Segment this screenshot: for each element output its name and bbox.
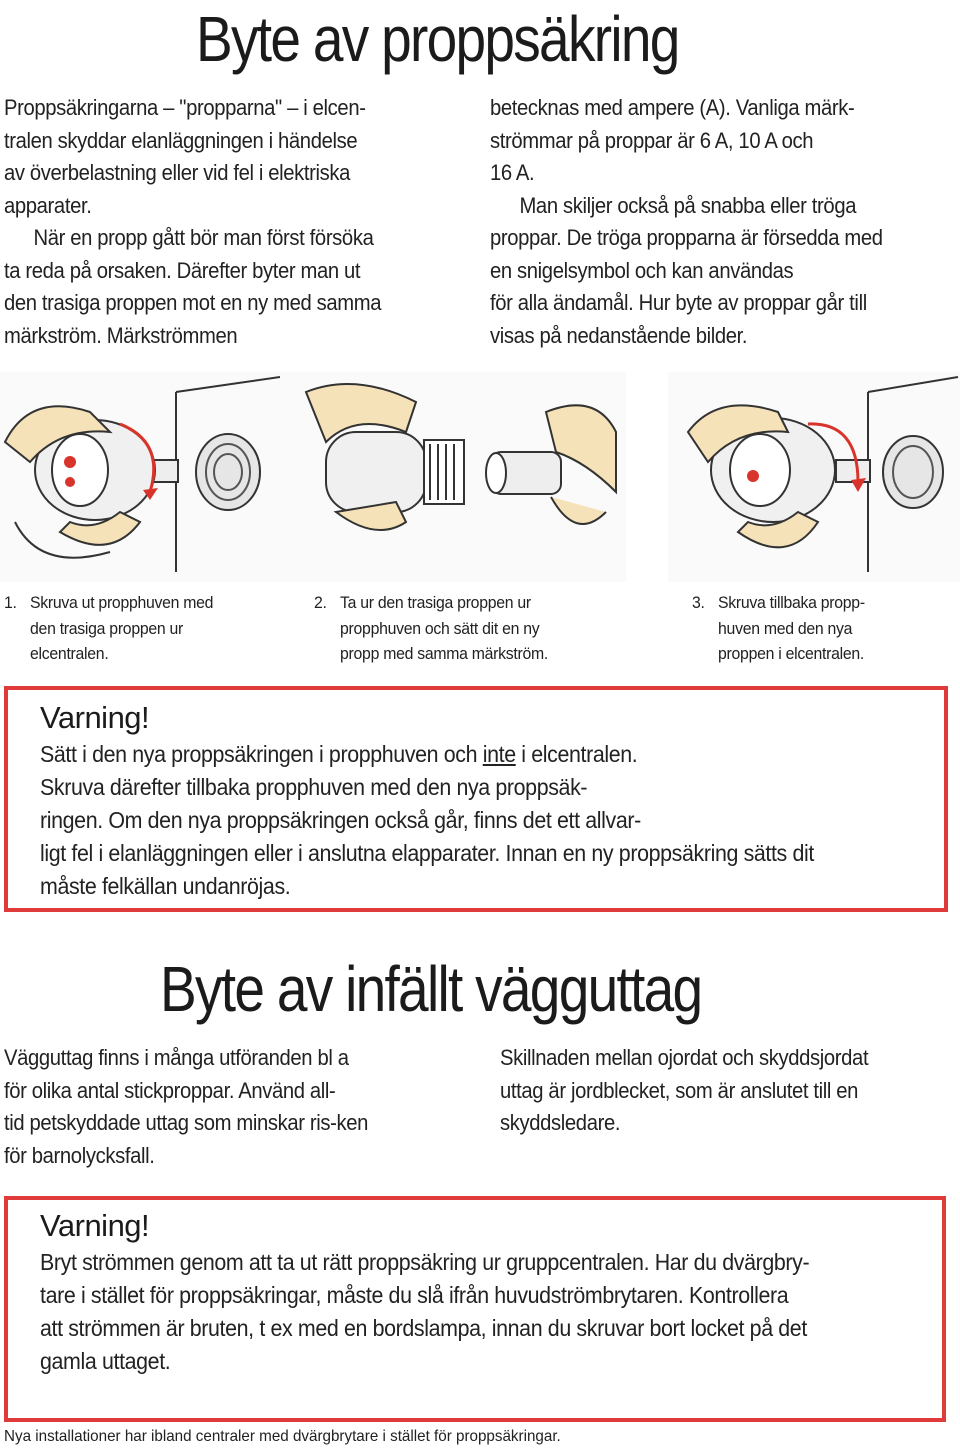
intro-line: Skillnaden mellan ojordat och skyddsjordat bbox=[500, 1045, 869, 1070]
intro-line: proppar. De tröga propparna är försedda med bbox=[490, 225, 883, 250]
intro-left-column bbox=[4, 92, 381, 352]
step-number: 2. bbox=[314, 593, 327, 612]
step-text: propp med samma märkström. bbox=[340, 644, 549, 663]
warning-line: tare i stället för proppsäkringar, måste du slå ifrån huvudströmbrytaren. Kontrollera bbox=[40, 1282, 789, 1308]
intro-line: för olika antal stickproppar. Använd all- bbox=[4, 1077, 336, 1103]
warning-line-end: i elcentralen. bbox=[515, 741, 638, 767]
step-number: 1. bbox=[4, 593, 17, 612]
footer-note: Nya installationer har ibland centraler med dvärgbrytare i stället för proppsäkringar. bbox=[4, 1428, 561, 1445]
intro-right-column bbox=[490, 92, 883, 352]
intro-line: 16 A. bbox=[490, 160, 535, 185]
step-text: den trasiga proppen ur bbox=[30, 618, 183, 638]
intro-line: visas på nedanstående bilder. bbox=[490, 322, 748, 348]
intro-line: betecknas med ampere (A). Vanliga märk- bbox=[490, 95, 855, 120]
section-title: Byte av infällt vägguttag bbox=[160, 953, 702, 1025]
step-text: elcentralen. bbox=[30, 644, 109, 663]
warning-line: att strömmen är bruten, t ex med en bordslampa, innan du skruvar bort locket på det bbox=[40, 1315, 807, 1341]
step-number: 3. bbox=[692, 593, 705, 612]
step-caption-1 bbox=[4, 590, 213, 667]
step-text: propphuven och sätt dit en ny bbox=[340, 618, 540, 638]
warning-line: ringen. Om den nya proppsäkringen också går, finns det ett allvar- bbox=[40, 807, 641, 833]
intro-line: Proppsäkringarna – "propparna" – i elcen- bbox=[4, 95, 366, 120]
outlet-intro-right bbox=[500, 1042, 868, 1140]
warning-text bbox=[40, 1246, 809, 1378]
underlined-word: inte bbox=[482, 741, 516, 767]
step-text: Skruva ut propphuven med bbox=[30, 593, 214, 612]
step1-illustration bbox=[0, 372, 300, 582]
warning-line: ligt fel i elanläggningen eller i anslutna elapparater. Innan en ny proppsäkring sätts dit bbox=[40, 840, 814, 866]
warning-box-fuse bbox=[4, 686, 948, 912]
step3-illustration bbox=[668, 372, 960, 582]
warning-box-outlet bbox=[4, 1196, 946, 1422]
intro-line: av överbelastning eller vid fel i elektriska bbox=[4, 160, 351, 185]
warning-line: Skruva därefter tillbaka propphuven med den nya proppsäk- bbox=[40, 774, 588, 800]
intro-line: en snigelsymbol och kan användas bbox=[490, 257, 794, 283]
intro-line: uttag är jordblecket, som är anslutet till en bbox=[500, 1077, 859, 1103]
warning-title: Varning! bbox=[40, 1208, 150, 1243]
step-text: Ta ur den trasiga proppen ur bbox=[340, 593, 531, 612]
warning-line: Bryt strömmen genom att ta ut rätt proppsäkring ur gruppcentralen. Har du dvärgbry- bbox=[40, 1249, 810, 1275]
warning-text bbox=[40, 738, 814, 903]
warning-title: Varning! bbox=[40, 700, 150, 735]
step-text: Skruva tillbaka propp- bbox=[718, 593, 865, 612]
intro-line: märkström. Märkströmmen bbox=[4, 322, 238, 348]
step-caption-3 bbox=[692, 590, 865, 667]
intro-line: tralen skyddar elanläggningen i händelse bbox=[4, 127, 358, 153]
intro-line: för barnolycksfall. bbox=[4, 1142, 155, 1168]
intro-line: den trasiga proppen mot en ny med samma bbox=[4, 290, 382, 315]
step-text: huven med den nya bbox=[718, 618, 853, 638]
intro-line: Man skiljer också på snabba eller tröga bbox=[519, 192, 857, 218]
intro-line: skyddsledare. bbox=[500, 1110, 621, 1135]
step-caption-2 bbox=[314, 590, 548, 667]
intro-line: När en propp gått bör man först försöka bbox=[33, 225, 374, 250]
intro-line: för alla ändamål. Hur byte av proppar går till bbox=[490, 290, 867, 315]
intro-line: Vägguttag finns i många utföranden bl a bbox=[4, 1045, 349, 1070]
intro-line: strömmar på proppar är 6 A, 10 A och bbox=[490, 127, 814, 153]
step2-illustration bbox=[296, 372, 626, 582]
warning-line: gamla uttaget. bbox=[40, 1348, 171, 1374]
intro-line: tid petskyddade uttag som minskar ris-ken bbox=[4, 1110, 369, 1135]
step-text: proppen i elcentralen. bbox=[718, 644, 864, 663]
outlet-intro-left bbox=[4, 1042, 368, 1172]
intro-line: ta reda på orsaken. Därefter byter man ut bbox=[4, 257, 361, 283]
page-title: Byte av proppsäkring bbox=[196, 3, 679, 75]
warning-line-start: Sätt i den nya proppsäkringen i propphuven och bbox=[40, 741, 483, 767]
warning-line bbox=[40, 738, 814, 771]
warning-line: måste felkällan undanröjas. bbox=[40, 873, 291, 899]
intro-line: apparater. bbox=[4, 192, 92, 218]
